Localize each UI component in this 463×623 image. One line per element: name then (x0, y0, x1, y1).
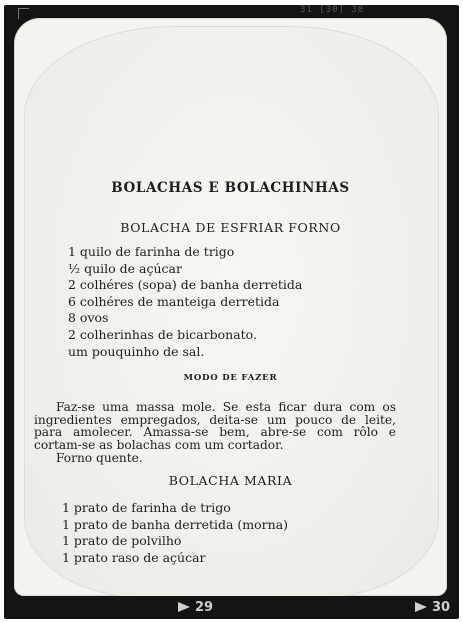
method-paragraph: Faz-se uma massa mole. Se esta ficar dura com os ingredientes empregados, deita-se um pouco de leite, para amolecer. Amassa-se bem, abre-se com rôlo e cortam-se as bolachas com um cortador. (34, 400, 396, 452)
ingredient-item: 1 prato raso de açúcar (62, 549, 206, 565)
ingredient-item: 2 colhéres (sopa) de banha derretida (68, 277, 303, 293)
ingredient-item: 8 ovos (68, 310, 109, 326)
ingredient-item: um pouquinho de sal. (68, 343, 205, 359)
frame-number: 30 (432, 600, 451, 615)
ingredient-item: ½ quilo de açúcar (68, 260, 182, 276)
film-code: 31 [30] 30 (300, 5, 365, 15)
ingredient-item: 1 prato de farinha de trigo (62, 500, 231, 515)
ingredient-list-1 (68, 244, 302, 360)
ingredient-item: 1 quilo de farinha de trigo (68, 244, 235, 259)
recipe-title-bolacha-de-esfriar-forno: BOLACHA DE ESFRIAR FORNO (120, 220, 341, 235)
film-frame-number-left (178, 600, 213, 615)
method-heading: MODO DE FAZER (183, 373, 278, 383)
document-page (14, 18, 447, 596)
page-content (14, 18, 447, 596)
recipe-title-bolacha-maria: BOLACHA MARIA (168, 473, 293, 488)
page-title: BOLACHAS E BOLACHINHAS (111, 180, 350, 196)
oven-instruction: Forno quente. (56, 451, 143, 465)
frame-number: 29 (195, 600, 214, 615)
triangle-marker-icon (415, 602, 427, 612)
ingredient-item: 2 colherinhas de bicarbonato. (68, 326, 257, 342)
ingredient-item: 1 prato de polvilho (62, 533, 182, 549)
ingredient-item: 1 prato de banha derretida (morna) (62, 516, 289, 532)
film-frame-number-right (415, 600, 450, 615)
ingredient-item: 6 colhéres de manteiga derretida (68, 293, 280, 309)
triangle-marker-icon (178, 602, 190, 612)
ingredient-list-2 (62, 500, 288, 566)
